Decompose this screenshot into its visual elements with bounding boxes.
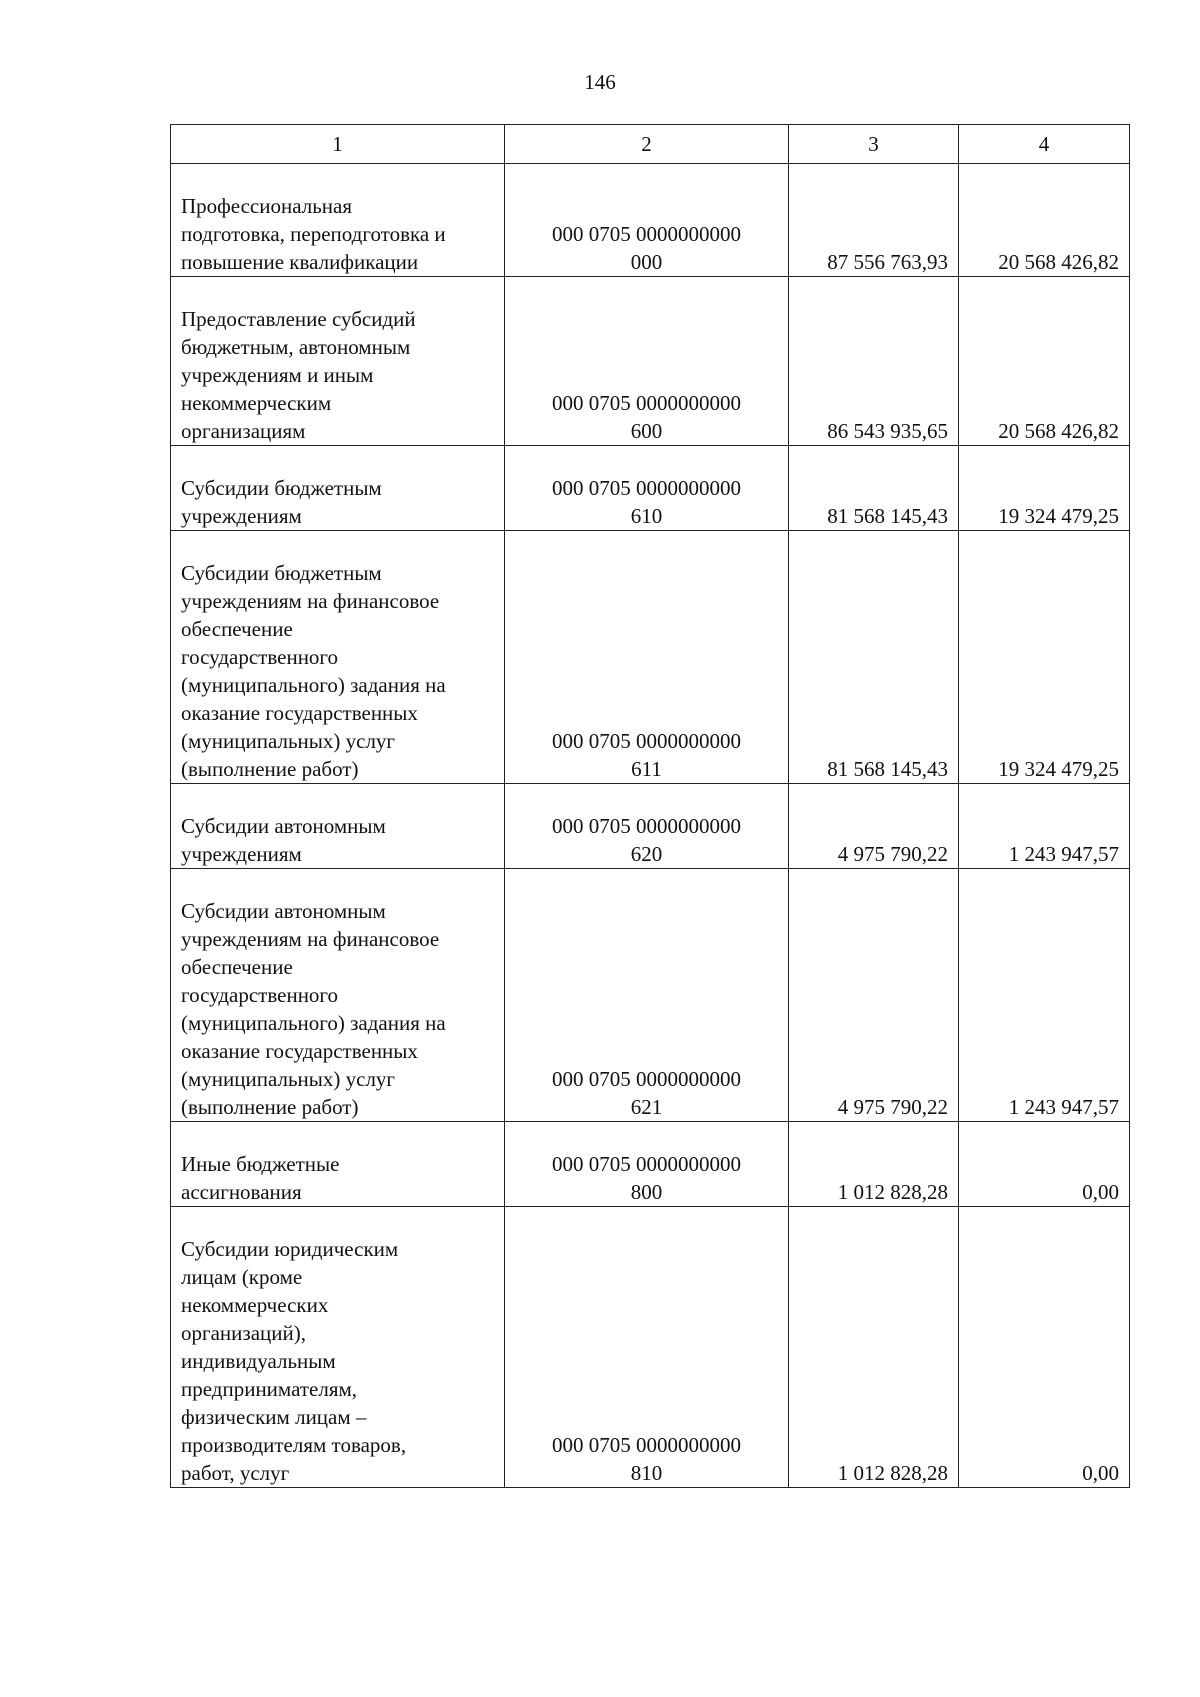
line-item-name-line: ассигнования xyxy=(181,1180,302,1204)
line-item-name xyxy=(171,446,505,531)
line-item-name-line: государственного xyxy=(181,983,339,1007)
line-item-name-line: учреждениям на финансовое xyxy=(181,589,440,613)
budget-code xyxy=(505,446,789,531)
line-item-name-line: (муниципального) задания на xyxy=(181,1011,446,1035)
line-item-name-line: Субсидии бюджетным xyxy=(181,561,382,585)
line-item-name xyxy=(171,869,505,1122)
line-item-name-line: индивидуальным xyxy=(181,1349,336,1373)
amount-column-3: 1 012 828,28 xyxy=(789,1122,959,1207)
budget-code-line: 000 0705 0000000000 xyxy=(552,1433,741,1457)
line-item-name xyxy=(171,531,505,784)
budget-table xyxy=(170,124,1130,1488)
budget-code-line: 000 0705 0000000000 xyxy=(552,814,741,838)
table-row xyxy=(171,164,1130,277)
line-item-name-line: организациям xyxy=(181,419,306,443)
budget-code-line: 621 xyxy=(630,1095,663,1119)
table-row xyxy=(171,1207,1130,1488)
budget-code xyxy=(505,531,789,784)
line-item-name-line: лицам (кроме xyxy=(181,1265,303,1289)
line-item-name-line: учреждениям и иным xyxy=(181,363,374,387)
amount-column-3: 4 975 790,22 xyxy=(789,869,959,1122)
line-item-name-line: учреждениям xyxy=(181,504,302,528)
line-item-name-line: подготовка, переподготовка и xyxy=(181,222,446,246)
line-item-name-line: работ, услуг xyxy=(181,1461,290,1485)
line-item-name-line: Субсидии автономным xyxy=(181,899,386,923)
line-item-name-line: государственного xyxy=(181,645,339,669)
amount-column-3: 86 543 935,65 xyxy=(789,277,959,446)
budget-code-line: 000 0705 0000000000 xyxy=(552,729,741,753)
line-item-name-line: Субсидии юридическим xyxy=(181,1237,399,1261)
line-item-name-line: оказание государственных xyxy=(181,701,418,725)
line-item-name-line: Предоставление субсидий xyxy=(181,307,416,331)
budget-code-line: 000 0705 0000000000 xyxy=(552,1067,741,1091)
budget-code xyxy=(505,164,789,277)
amount-column-4: 19 324 479,25 xyxy=(959,446,1130,531)
line-item-name-line: некоммерческих xyxy=(181,1293,329,1317)
line-item-name-line: (муниципального) задания на xyxy=(181,673,446,697)
line-item-name xyxy=(171,164,505,277)
amount-column-4: 0,00 xyxy=(959,1122,1130,1207)
budget-code-line: 000 0705 0000000000 xyxy=(552,391,741,415)
budget-code-line: 610 xyxy=(630,504,663,528)
table-row xyxy=(171,869,1130,1122)
amount-column-4: 20 568 426,82 xyxy=(959,164,1130,277)
amount-column-3: 81 568 145,43 xyxy=(789,531,959,784)
line-item-name-line: производителям товаров, xyxy=(181,1433,407,1457)
line-item-name-line: Иные бюджетные xyxy=(181,1152,340,1176)
budget-code-line: 810 xyxy=(630,1461,663,1485)
line-item-name-line: Профессиональная xyxy=(181,194,353,218)
amount-column-4: 1 243 947,57 xyxy=(959,869,1130,1122)
column-header: 2 xyxy=(505,125,789,164)
line-item-name-line: (выполнение работ) xyxy=(181,757,359,781)
amount-column-3: 4 975 790,22 xyxy=(789,784,959,869)
line-item-name xyxy=(171,277,505,446)
line-item-name-line: оказание государственных xyxy=(181,1039,418,1063)
table-row xyxy=(171,1122,1130,1207)
line-item-name-line: Субсидии бюджетным xyxy=(181,476,382,500)
line-item-name-line: бюджетным, автономным xyxy=(181,335,411,359)
amount-column-4: 0,00 xyxy=(959,1207,1130,1488)
line-item-name-line: некоммерческим xyxy=(181,391,332,415)
line-item-name xyxy=(171,1207,505,1488)
budget-code-line: 800 xyxy=(630,1180,663,1204)
budget-code xyxy=(505,1207,789,1488)
budget-code xyxy=(505,1122,789,1207)
line-item-name-line: физическим лицам – xyxy=(181,1405,367,1429)
table-row xyxy=(171,784,1130,869)
line-item-name-line: обеспечение xyxy=(181,617,293,641)
budget-code-line: 000 xyxy=(630,250,663,274)
amount-column-3: 87 556 763,93 xyxy=(789,164,959,277)
line-item-name xyxy=(171,784,505,869)
table-body xyxy=(171,164,1130,1488)
line-item-name-line: повышение квалификации xyxy=(181,250,419,274)
line-item-name-line: Субсидии автономным xyxy=(181,814,386,838)
column-header: 4 xyxy=(959,125,1130,164)
table-header-row xyxy=(171,125,1130,164)
table-row xyxy=(171,277,1130,446)
line-item-name-line: (муниципальных) услуг xyxy=(181,729,396,753)
budget-code-line: 000 0705 0000000000 xyxy=(552,1152,741,1176)
line-item-name-line: организаций), xyxy=(181,1321,306,1345)
line-item-name-line: (муниципальных) услуг xyxy=(181,1067,396,1091)
budget-code xyxy=(505,784,789,869)
column-header: 1 xyxy=(171,125,505,164)
line-item-name-line: учреждениям xyxy=(181,842,302,866)
table-row xyxy=(171,531,1130,784)
table-row xyxy=(171,446,1130,531)
line-item-name-line: предпринимателям, xyxy=(181,1377,358,1401)
budget-code-line: 000 0705 0000000000 xyxy=(552,476,741,500)
amount-column-4: 19 324 479,25 xyxy=(959,531,1130,784)
amount-column-3: 1 012 828,28 xyxy=(789,1207,959,1488)
budget-code-line: 600 xyxy=(630,419,663,443)
budget-code xyxy=(505,869,789,1122)
amount-column-3: 81 568 145,43 xyxy=(789,446,959,531)
budget-code-line: 611 xyxy=(631,757,662,781)
line-item-name-line: обеспечение xyxy=(181,955,293,979)
budget-code xyxy=(505,277,789,446)
column-header: 3 xyxy=(789,125,959,164)
line-item-name-line: учреждениям на финансовое xyxy=(181,927,440,951)
budget-code-line: 620 xyxy=(630,842,663,866)
line-item-name-line: (выполнение работ) xyxy=(181,1095,359,1119)
page-number: 146 xyxy=(584,70,616,94)
amount-column-4: 1 243 947,57 xyxy=(959,784,1130,869)
amount-column-4: 20 568 426,82 xyxy=(959,277,1130,446)
budget-code-line: 000 0705 0000000000 xyxy=(552,222,741,246)
line-item-name xyxy=(171,1122,505,1207)
